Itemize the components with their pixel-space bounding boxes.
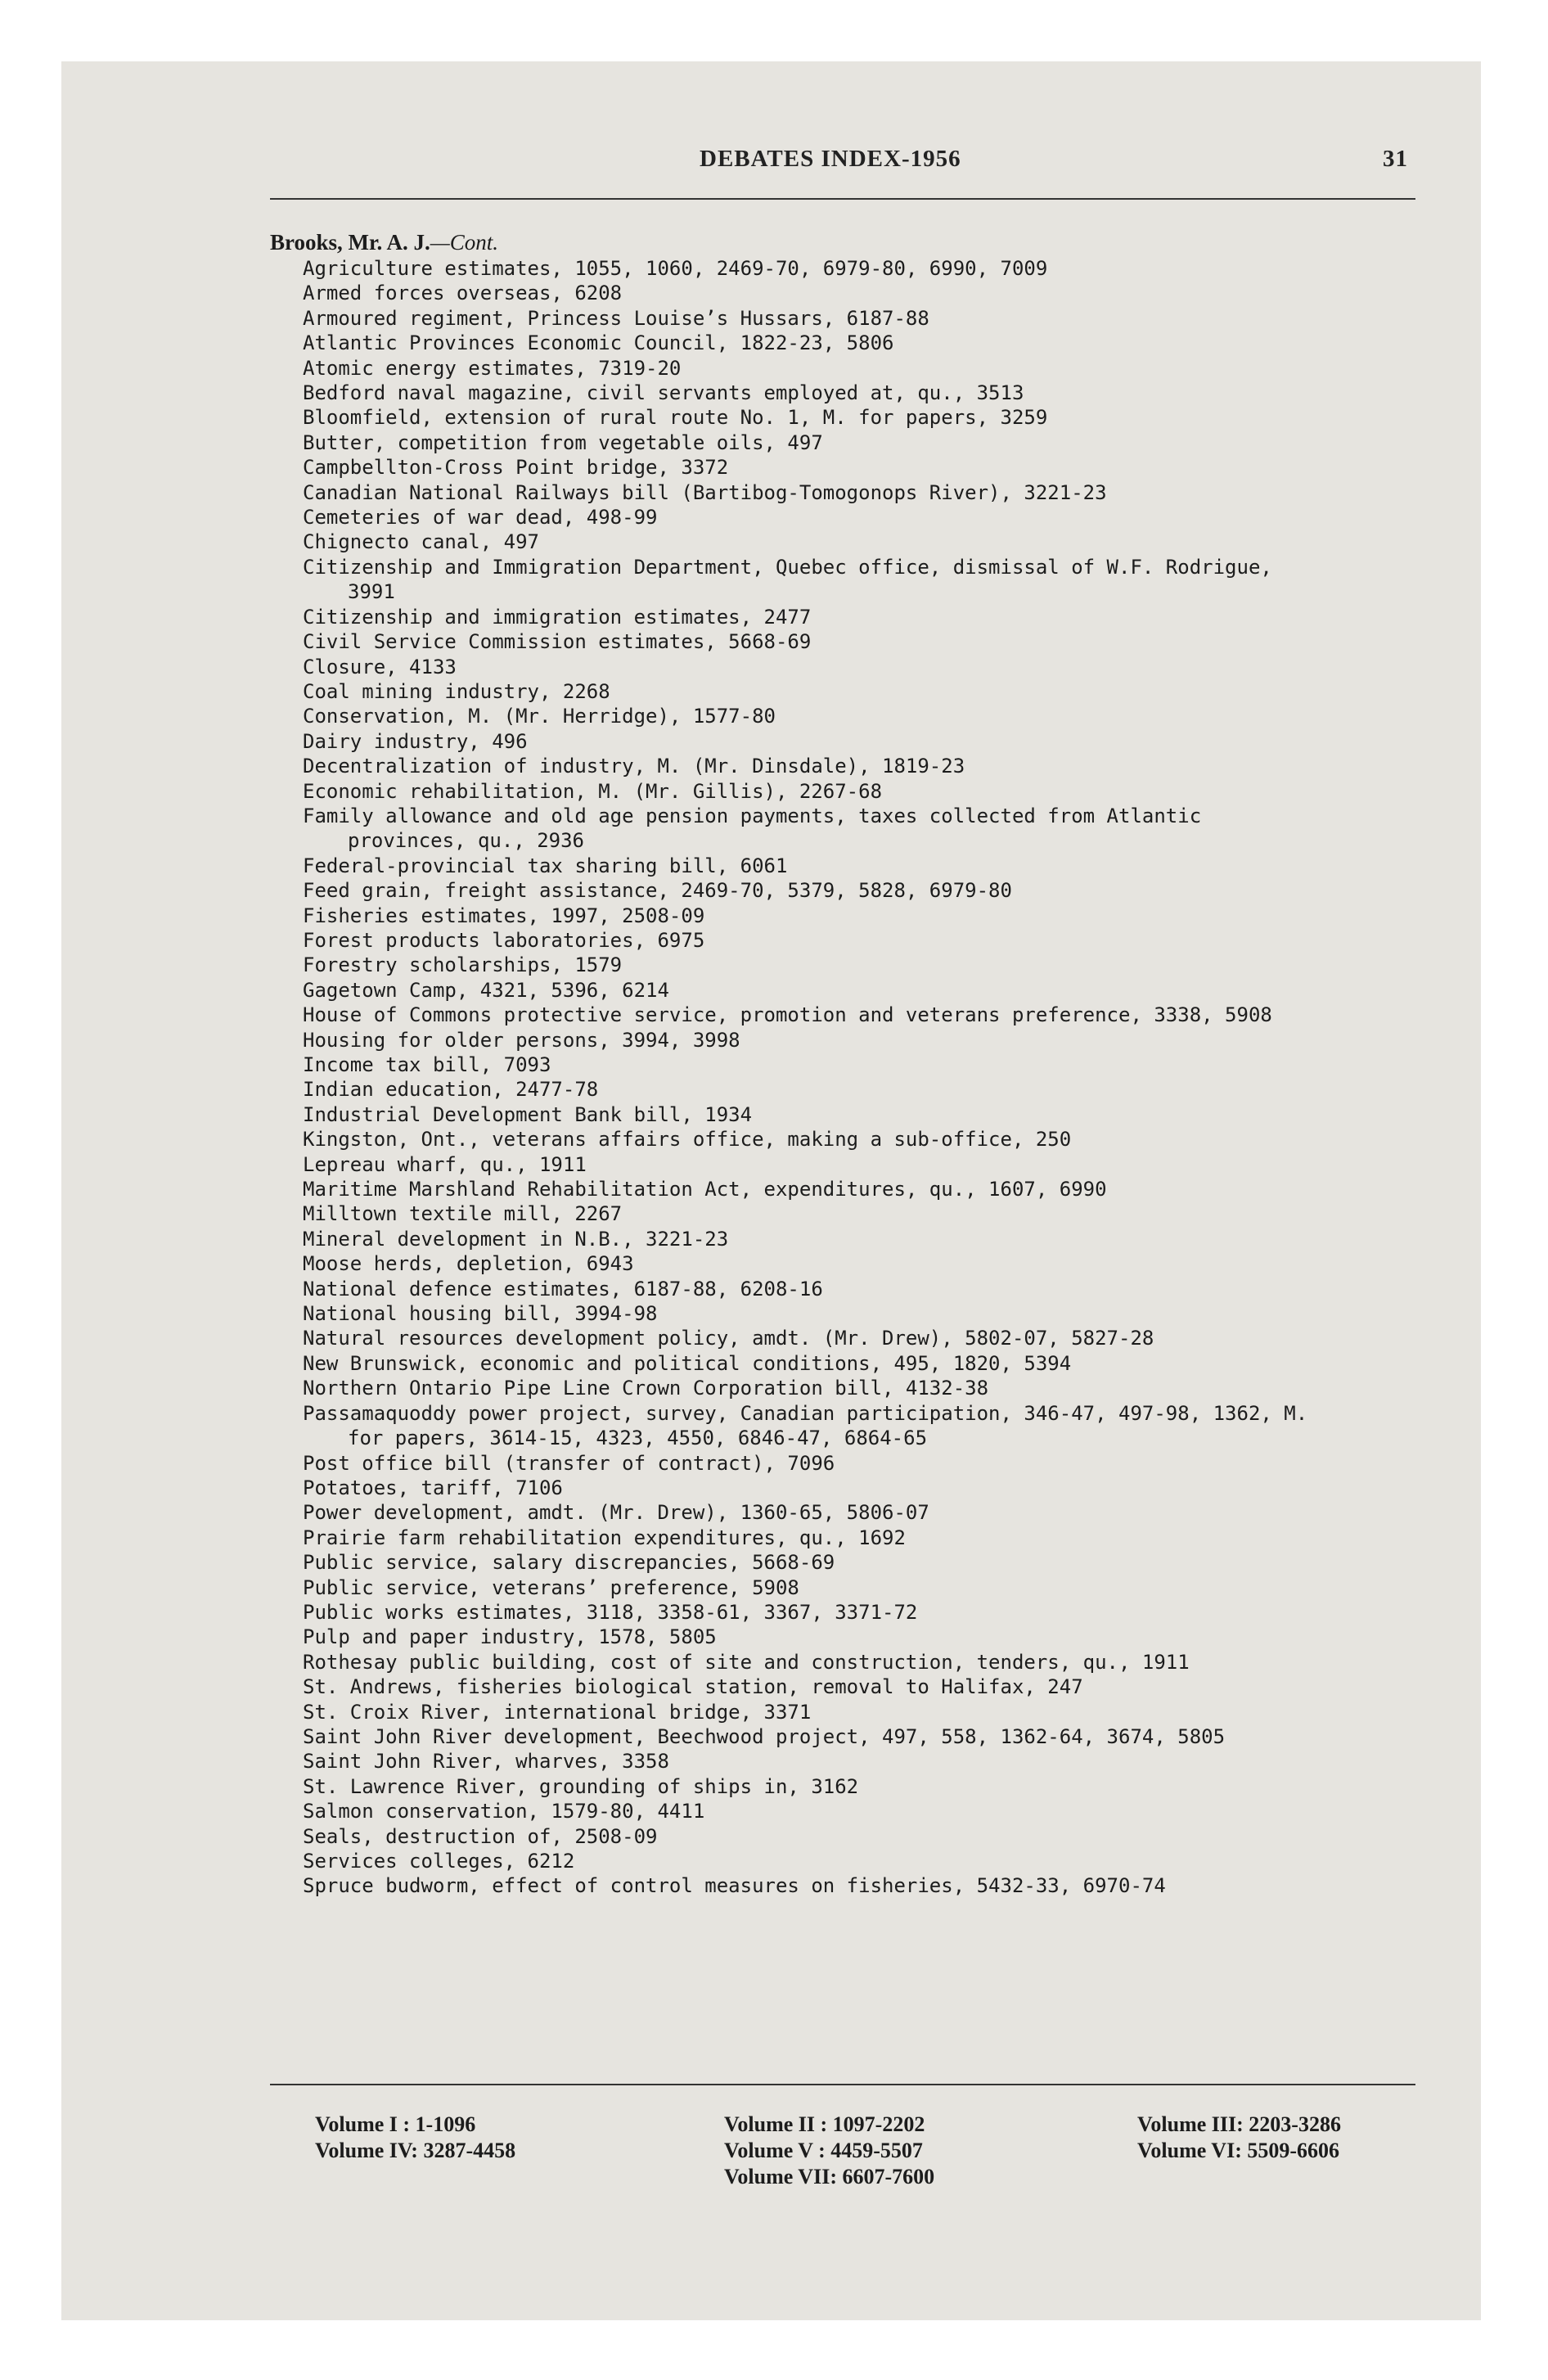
subentry-text: Canadian National Railways bill (Bartibog-Tomogonops River), 3221-23 [303, 480, 1107, 504]
page-number: 31 [1383, 146, 1408, 172]
volume-range: Volume IV: 3287-4458 [315, 2139, 516, 2162]
subentry-text: New Brunswick, economic and political conditions, 495, 1820, 5394 [303, 1351, 1072, 1375]
subentry-continuation: provinces, qu., 2936 [348, 829, 584, 853]
subentry [270, 1277, 1415, 1301]
volume-range: Volume III: 2203-3286 [1137, 2112, 1341, 2136]
subentry-text: Cemeteries of war dead, 498-99 [303, 506, 658, 530]
subentry-text: House of Commons protective service, promotion and veterans preference, 3338, 5908 [303, 1003, 1272, 1027]
entry-heading [270, 229, 1415, 256]
subentry-text: St. Lawrence River, grounding of ships in, 3162 [303, 1774, 859, 1798]
subentry [270, 629, 1415, 654]
subentry [270, 1152, 1415, 1177]
subentry [270, 1102, 1415, 1127]
subentry-text: St. Andrews, fisheries biological station, removal to Halifax, 247 [303, 1675, 1083, 1699]
subentry-text: Power development, amdt. (Mr. Drew), 1360-65, 5806-07 [303, 1501, 929, 1525]
subentry-text: Passamaquoddy power project, survey, Canadian participation, 346-47, 497-98, 1362, M. [303, 1401, 1308, 1425]
subentry-text: Forestry scholarships, 1579 [303, 953, 623, 977]
subentry-text: Bedford naval magazine, civil servants employed at, qu., 3513 [303, 381, 1024, 405]
subentry-text: Citizenship and Immigration Department, Quebec office, dismissal of W.F. Rodrigue, [303, 555, 1272, 579]
subentry-text: Milltown textile mill, 2267 [303, 1202, 623, 1226]
subentry-text: Decentralization of industry, M. (Mr. Dinsdale), 1819-23 [303, 755, 965, 778]
subentry [270, 306, 1415, 331]
subentry-text: Public works estimates, 3118, 3358-61, 3367, 3371-72 [303, 1600, 918, 1624]
subentry [270, 704, 1415, 728]
subentry-text: Civil Service Commission estimates, 5668-69 [303, 630, 812, 654]
subentry [270, 953, 1415, 977]
subentry-text: Economic rehabilitation, M. (Mr. Gillis), 2267-68 [303, 779, 883, 803]
subentry-text: Fisheries estimates, 1997, 2508-09 [303, 904, 705, 927]
subentry-text: Saint John River, wharves, 3358 [303, 1750, 669, 1774]
subentry [270, 1724, 1415, 1749]
subentry-continuation: 3991 [348, 580, 395, 604]
subentry-text: Forest products laboratories, 6975 [303, 928, 705, 952]
subentry-text: National housing bill, 3994-98 [303, 1302, 658, 1326]
subentry-text: Maritime Marshland Rehabilitation Act, expenditures, qu., 1607, 6990 [303, 1178, 1107, 1201]
subentry [270, 430, 1415, 455]
subentry [270, 405, 1415, 430]
subentry [270, 1077, 1415, 1102]
subentry [270, 1600, 1415, 1625]
subentry [270, 1526, 1415, 1550]
subentry [270, 978, 1415, 1003]
subentry-text: Butter, competition from vegetable oils, 497 [303, 430, 823, 454]
subentry [270, 1575, 1415, 1600]
subentry [270, 530, 1415, 554]
subentry-text: Atlantic Provinces Economic Council, 1822-23, 5806 [303, 331, 894, 355]
subentry [270, 1873, 1415, 1898]
entry-continued: —Cont. [430, 230, 499, 255]
subentry-continuation: for papers, 3614-15, 4323, 4550, 6846-47, 6864-65 [348, 1427, 928, 1450]
subentry [270, 1749, 1415, 1774]
subentry-text: Housing for older persons, 3994, 3998 [303, 1028, 740, 1052]
subentry-text: Coal mining industry, 2268 [303, 679, 610, 703]
subentry [270, 1824, 1415, 1849]
subentry-text: St. Croix River, international bridge, 3371 [303, 1700, 812, 1724]
subentry-text: Public service, veterans’ preference, 5908 [303, 1575, 799, 1599]
subentry [270, 1201, 1415, 1226]
subentry [270, 1500, 1415, 1525]
subentry [270, 655, 1415, 679]
subentry [270, 904, 1415, 928]
subentry [270, 928, 1415, 953]
subentry-text: Services colleges, 6212 [303, 1850, 575, 1873]
subentry [270, 1251, 1415, 1276]
entry-name: Brooks, Mr. A. J. [270, 230, 430, 255]
subentry-text: Closure, 4133 [303, 655, 457, 678]
subentry [270, 1376, 1415, 1400]
subentry-text: Saint John River development, Beechwood project, 497, 558, 1362-64, 3674, 5805 [303, 1724, 1226, 1748]
subentry-text: Atomic energy estimates, 7319-20 [303, 356, 682, 380]
volume-range: Volume II : 1097-2202 [724, 2112, 925, 2136]
subentry-text: Feed grain, freight assistance, 2469-70, 5379, 5828, 6979-80 [303, 879, 1012, 903]
subentry-text: Potatoes, tariff, 7106 [303, 1476, 563, 1499]
subentry [270, 1351, 1415, 1376]
volume-range: Volume VII: 6607-7600 [724, 2165, 935, 2188]
subentry [270, 679, 1415, 704]
subentry [270, 754, 1415, 778]
subentry-list [270, 256, 1415, 1899]
subentry [270, 480, 1415, 505]
subentry [270, 1476, 1415, 1500]
subentry [270, 854, 1415, 878]
subentry-text: Pulp and paper industry, 1578, 5805 [303, 1625, 717, 1649]
subentry [270, 878, 1415, 903]
page-title: DEBATES INDEX-1956 [700, 146, 961, 172]
subentry-text: Salmon conservation, 1579-80, 4411 [303, 1800, 705, 1823]
subentry [270, 1053, 1415, 1077]
subentry [270, 1451, 1415, 1476]
subentry-text: Prairie farm rehabilitation expenditures, qu., 1692 [303, 1526, 906, 1549]
subentry-text: Gagetown Camp, 4321, 5396, 6214 [303, 978, 669, 1002]
subentry [270, 555, 1415, 605]
subentry [270, 1401, 1415, 1451]
subentry [270, 455, 1415, 480]
subentry-text: National defence estimates, 6187-88, 6208-16 [303, 1277, 823, 1300]
subentry-text: Industrial Development Bank bill, 1934 [303, 1102, 753, 1126]
subentry-text: Indian education, 2477-78 [303, 1078, 599, 1102]
subentry [270, 1625, 1415, 1649]
subentry [270, 1301, 1415, 1326]
subentry [270, 1028, 1415, 1053]
subentry-text: Lepreau wharf, qu., 1911 [303, 1152, 587, 1176]
subentry-text: Armed forces overseas, 6208 [303, 282, 623, 305]
subentry-text: Conservation, M. (Mr. Herridge), 1577-80 [303, 705, 776, 728]
subentry-text: Campbellton-Cross Point bridge, 3372 [303, 456, 729, 480]
subentry-text: Public service, salary discrepancies, 5668-69 [303, 1551, 835, 1575]
index-entry [270, 229, 1415, 1899]
subentry [270, 1127, 1415, 1152]
subentry-text: Bloomfield, extension of rural route No. 1, M. for papers, 3259 [303, 406, 1048, 430]
volume-column [724, 2112, 934, 2190]
subentry-text: Spruce budworm, effect of control measures on fisheries, 5432-33, 6970-74 [303, 1874, 1166, 1898]
subentry [270, 1675, 1415, 1699]
subentry [270, 1774, 1415, 1799]
subentry-text: Mineral development in N.B., 3221-23 [303, 1227, 729, 1251]
subentry [270, 505, 1415, 530]
volume-range: Volume VI: 5509-6606 [1137, 2139, 1340, 2162]
subentry [270, 1550, 1415, 1575]
subentry [270, 1700, 1415, 1724]
subentry [270, 381, 1415, 405]
subentry-text: Northern Ontario Pipe Line Crown Corporation bill, 4132-38 [303, 1377, 989, 1400]
subentry-text: Family allowance and old age pension payments, taxes collected from Atlantic [303, 804, 1202, 827]
volume-range: Volume V : 4459-5507 [724, 2139, 923, 2162]
subentry-text: Chignecto canal, 497 [303, 530, 539, 554]
subentry [270, 331, 1415, 355]
subentry-text: Armoured regiment, Princess Louise’s Hussars, 6187-88 [303, 306, 929, 330]
subentry [270, 1799, 1415, 1823]
subentry [270, 1650, 1415, 1675]
subentry-text: Income tax bill, 7093 [303, 1053, 551, 1076]
subentry [270, 356, 1415, 381]
volume-range: Volume I : 1-1096 [315, 2112, 476, 2136]
header-rule [270, 198, 1415, 200]
subentry [270, 1326, 1415, 1350]
subentry [270, 779, 1415, 804]
subentry-text: Federal-provincial tax sharing bill, 6061 [303, 854, 788, 877]
subentry-text: Moose herds, depletion, 6943 [303, 1252, 634, 1276]
subentry [270, 1227, 1415, 1251]
subentry [270, 1849, 1415, 1873]
footer-rule [270, 2084, 1415, 2085]
subentry-text: Dairy industry, 496 [303, 729, 528, 753]
subentry [270, 281, 1415, 305]
subentry [270, 1177, 1415, 1201]
subentry-text: Seals, destruction of, 2508-09 [303, 1824, 658, 1848]
subentry-text: Natural resources development policy, amdt. (Mr. Drew), 5802-07, 5827-28 [303, 1327, 1154, 1350]
subentry [270, 1003, 1415, 1027]
volume-column [315, 2112, 515, 2164]
subentry-text: Rothesay public building, cost of site and construction, tenders, qu., 1911 [303, 1650, 1190, 1674]
subentry [270, 804, 1415, 854]
subentry-text: Agriculture estimates, 1055, 1060, 2469-70, 6979-80, 6990, 7009 [303, 257, 1048, 280]
subentry-text: Post office bill (transfer of contract), 7096 [303, 1451, 835, 1475]
subentry-text: Kingston, Ont., veterans affairs office, making a sub-office, 250 [303, 1128, 1072, 1152]
subentry [270, 605, 1415, 629]
subentry [270, 256, 1415, 281]
subentry [270, 729, 1415, 754]
subentry-text: Citizenship and immigration estimates, 2477 [303, 605, 812, 629]
volume-column [1137, 2112, 1341, 2164]
